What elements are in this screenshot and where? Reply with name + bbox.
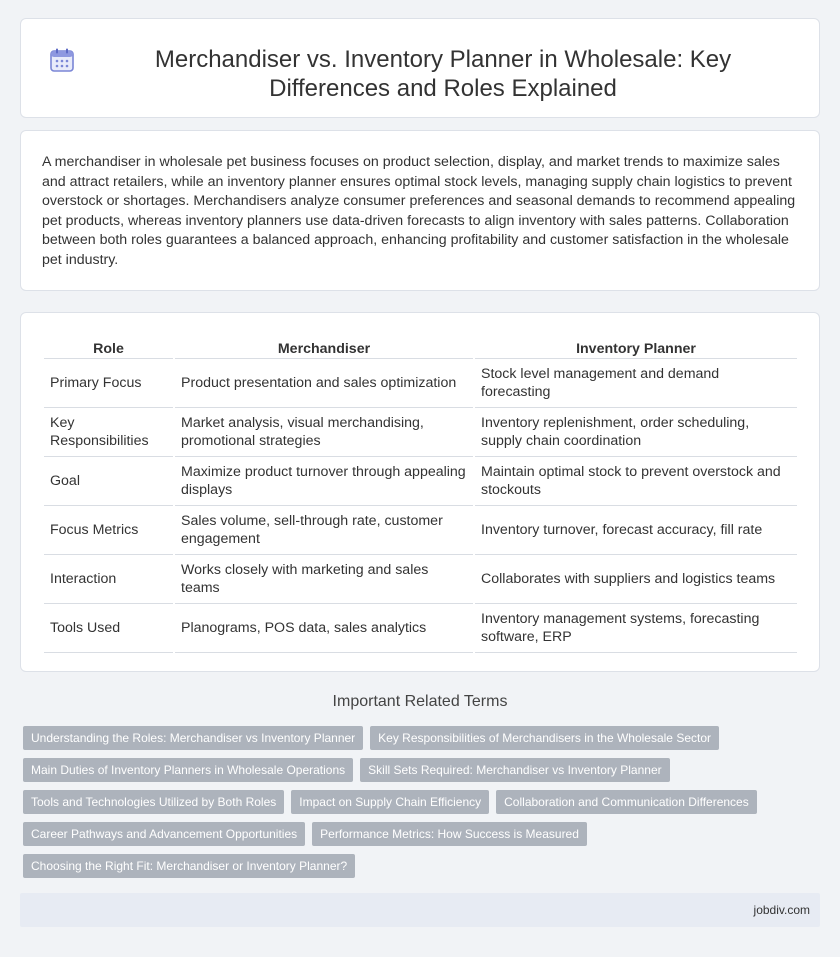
inventory-planner-cell: Collaborates with suppliers and logistics teams: [475, 555, 797, 604]
footer-site-link[interactable]: jobdiv.com: [753, 903, 810, 917]
related-term-tag[interactable]: Skill Sets Required: Merchandiser vs Inventory Planner: [360, 758, 669, 782]
related-term-tag[interactable]: Key Responsibilities of Merchandisers in the Wholesale Sector: [370, 726, 719, 750]
table-row: [44, 604, 797, 653]
table-header-row: [44, 333, 797, 359]
header-inventory-planner: Inventory Planner: [475, 333, 797, 359]
header-role: Role: [44, 333, 173, 359]
row-label: Primary Focus: [44, 359, 173, 408]
table-row: [44, 555, 797, 604]
calendar-icon: [49, 47, 75, 73]
related-terms-title: Important Related Terms: [332, 693, 508, 710]
related-term-tag[interactable]: Choosing the Right Fit: Merchandiser or Inventory Planner?: [23, 854, 355, 878]
footer: [20, 893, 820, 927]
comparison-card: [20, 312, 820, 672]
inventory-planner-cell: Inventory management systems, forecasting software, ERP: [475, 604, 797, 653]
intro-paragraph: A merchandiser in wholesale pet business focuses on product selection, display, and market trends to maximize sales and attract retailers, while an inventory planner ensures optimal stock levels, managing supply chain logistics to prevent overstock or shortages. Merchandisers analyze consumer preferences and seasonal demands to recommend appealing pet products, whereas inventory planners use data-driven forecasts to align inventory with sales patterns. Collaboration between both roles guarantees a balanced approach, enhancing profitability and customer satisfaction in the wholesale pet industry.: [42, 154, 796, 268]
inventory-planner-cell: Inventory replenishment, order scheduling, supply chain coordination: [475, 408, 797, 457]
related-term-tag[interactable]: Career Pathways and Advancement Opportunities: [23, 822, 305, 846]
comparison-table: [42, 333, 799, 653]
row-label: Interaction: [44, 555, 173, 604]
related-term-tag[interactable]: Collaboration and Communication Differences: [496, 790, 757, 814]
header-merchandiser: Merchandiser: [175, 333, 473, 359]
row-label: Goal: [44, 457, 173, 506]
table-row: [44, 457, 797, 506]
table-row: [44, 408, 797, 457]
row-label: Key Responsibilities: [44, 408, 173, 457]
inventory-planner-cell: Stock level management and demand forecasting: [475, 359, 797, 408]
merchandiser-cell: Market analysis, visual merchandising, promotional strategies: [175, 408, 473, 457]
merchandiser-cell: Product presentation and sales optimization: [175, 359, 473, 408]
related-term-tag[interactable]: Performance Metrics: How Success is Measured: [312, 822, 587, 846]
related-term-tag[interactable]: Tools and Technologies Utilized by Both Roles: [23, 790, 284, 814]
related-term-tag[interactable]: Understanding the Roles: Merchandiser vs Inventory Planner: [23, 726, 363, 750]
merchandiser-cell: Sales volume, sell-through rate, customer engagement: [175, 506, 473, 555]
header-card: [20, 18, 820, 118]
intro-card: [20, 130, 820, 291]
table-row: [44, 359, 797, 408]
merchandiser-cell: Planograms, POS data, sales analytics: [175, 604, 473, 653]
row-label: Tools Used: [44, 604, 173, 653]
row-label: Focus Metrics: [44, 506, 173, 555]
table-row: [44, 506, 797, 555]
related-term-tag[interactable]: Main Duties of Inventory Planners in Wholesale Operations: [23, 758, 353, 782]
inventory-planner-cell: Maintain optimal stock to prevent overstock and stockouts: [475, 457, 797, 506]
merchandiser-cell: Works closely with marketing and sales teams: [175, 555, 473, 604]
related-term-tag[interactable]: Impact on Supply Chain Efficiency: [291, 790, 489, 814]
inventory-planner-cell: Inventory turnover, forecast accuracy, fill rate: [475, 506, 797, 555]
page-title: Merchandiser vs. Inventory Planner in Wholesale: Key Differences and Roles Explained: [154, 46, 732, 102]
related-terms-list: [23, 726, 813, 878]
merchandiser-cell: Maximize product turnover through appealing displays: [175, 457, 473, 506]
